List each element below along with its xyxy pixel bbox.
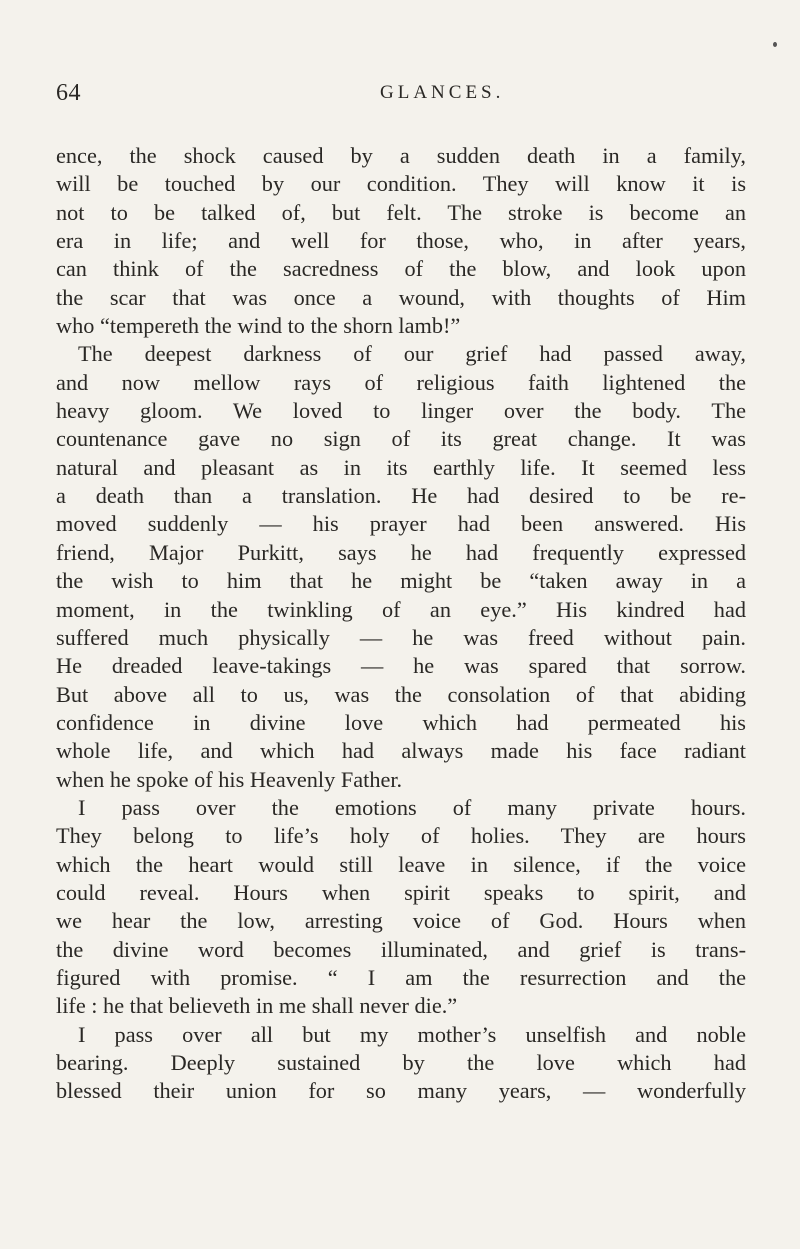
text-line: when he spoke of his Heavenly Father. [56, 766, 403, 792]
text-line: the divine word becomes illuminated, and grief is trans- [56, 936, 746, 962]
text-line: moment, in the twinkling of an eye.” His kindred had [56, 596, 746, 622]
text-line: He dreaded leave-takings — he was spared that sorrow. [56, 653, 746, 679]
text-line: the scar that was once a wound, with thoughts of Him [56, 284, 746, 310]
text-line: figured with promise. “ I am the resurrection and the [56, 964, 746, 990]
text-line: can think of the sacredness of the blow, and look upon [56, 256, 746, 282]
text-line: I pass over the emotions of many private hours. [78, 794, 746, 820]
text-line: will be touched by our condition. They will know it is [56, 171, 746, 197]
text-line: ence, the shock caused by a sudden death in a family, [56, 143, 746, 168]
text-line: countenance gave no sign of its great change. It was [56, 426, 746, 452]
text-line: moved suddenly — his prayer had been answered. His [56, 511, 746, 537]
text-line: a death than a translation. He had desired to be re- [56, 483, 746, 509]
text-line: blessed their union for so many years, — wonderfully [56, 1078, 746, 1104]
text-line: the wish to him that he might be “taken away in a [56, 568, 746, 594]
text-line: heavy gloom. We loved to linger over the body. The [56, 398, 746, 424]
text-line: They belong to life’s holy of holies. They are hours [56, 823, 746, 849]
text-line: and now mellow rays of religious faith lightened the [56, 369, 746, 395]
body-text [56, 142, 746, 1106]
page-header [56, 80, 746, 110]
text-line: confidence in divine love which had permeated his [56, 709, 746, 735]
text-line: suffered much physically — he was freed without pain. [56, 624, 746, 650]
text-line: I pass over all but my mother’s unselfish and noble [78, 1021, 746, 1047]
ink-speck-mark [773, 42, 777, 47]
text-line: era in life; and well for those, who, in after years, [56, 228, 746, 254]
page-number: 64 [56, 80, 81, 106]
text-line: But above all to us, was the consolation of that abiding [56, 681, 746, 707]
text-line: which the heart would still leave in silence, if the voice [56, 851, 746, 877]
text-line: not to be talked of, but felt. The stroke is become an [56, 199, 746, 225]
text-line: bearing. Deeply sustained by the love which had [56, 1050, 746, 1075]
text-line: who “tempereth the wind to the shorn lamb!” [56, 313, 461, 339]
text-line: life : he that believeth in me shall never die.” [56, 993, 458, 1019]
text-line: The deepest darkness of our grief had passed away, [78, 341, 746, 367]
text-line: we hear the low, arresting voice of God. Hours when [56, 908, 746, 934]
text-line: friend, Major Purkitt, says he had frequently expressed [56, 539, 746, 565]
text-line: could reveal. Hours when spirit speaks to spirit, and [56, 879, 746, 905]
running-head: GLANCES. [380, 82, 505, 103]
text-line: natural and pleasant as in its earthly life. It seemed less [56, 454, 746, 480]
text-line: whole life, and which had always made his face radiant [56, 738, 746, 764]
